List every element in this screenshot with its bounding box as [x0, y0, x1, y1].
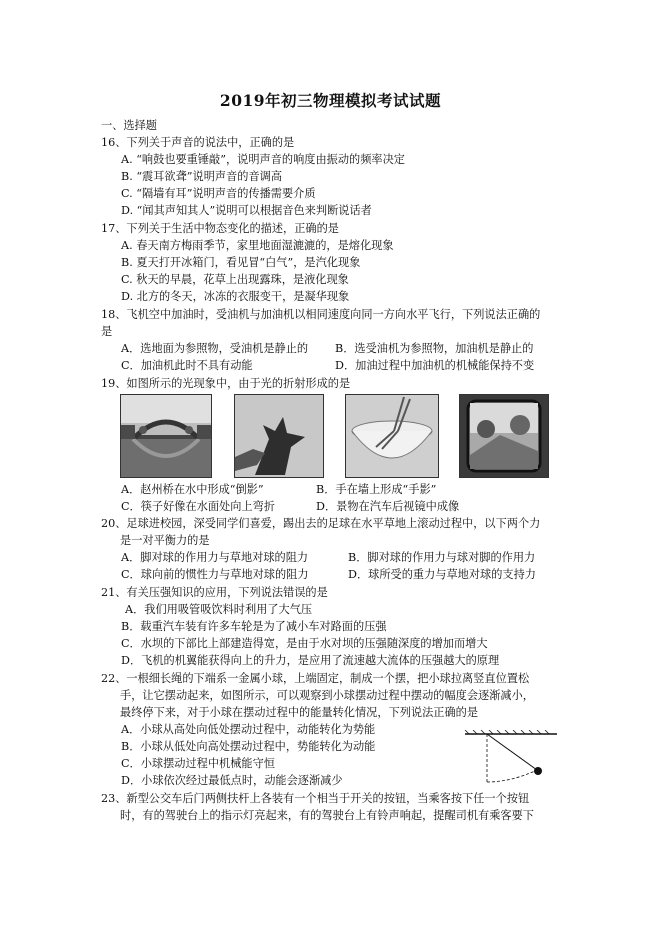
question-17-option-d: D. 北方的冬天，冰冻的衣服变干，是凝华现象: [121, 290, 350, 303]
question-19-stem: 19、如图所示的光现象中，由于光的折射形成的是: [101, 377, 351, 390]
hand-shadow-photo: [234, 394, 324, 478]
section-heading: 一、选择题: [101, 119, 157, 132]
question-18-option-c: C．加油机此时不具有动能: [121, 359, 253, 372]
question-22-option-c: C．小球摆动过程中机械能守恒: [121, 757, 275, 770]
question-17-option-a: A. 春天南方梅雨季节，家里地面湿漉漉的，是熔化现象: [121, 239, 394, 252]
question-21-option-a: A．我们用吸管吸饮料时利用了大气压: [125, 603, 313, 616]
question-18-stem: 18、飞机空中加油时，受油机与加油机以相同速度向同一方向水平飞行，下列说法正确的: [101, 308, 541, 321]
bridge-reflection-photo: [120, 394, 212, 478]
question-20-stem-cont: 是一对平衡力的是: [120, 534, 210, 547]
chopsticks-bowl-photo: [345, 394, 439, 478]
question-20-option-a: A．脚对球的作用力与草地对球的阻力: [121, 551, 309, 564]
question-22-stem-cont-1: 手，让它摆动起来，如图所示，可以观察到小球摆动过程中摆动的幅度会逐渐减小，: [120, 689, 534, 702]
question-20-option-d: D．球所受的重力与草地对球的支持力: [348, 568, 536, 581]
question-17-option-b: B. 夏天打开冰箱门，看见冒“白气”，是汽化现象: [121, 256, 361, 269]
question-19-option-b: B．手在墙上形成“手影”: [316, 483, 437, 496]
question-21-option-b: B．载重汽车装有许多车轮是为了减小车对路面的压强: [121, 620, 387, 633]
question-22-stem-cont-2: 最终停下来，对于小球在摆动过程中的能量转化情况，下列说法正确的是: [120, 706, 479, 719]
question-22-option-d: D．小球依次经过最低点时，动能会逐渐减少: [121, 774, 343, 787]
car-mirror-photo: [459, 394, 549, 478]
question-21-option-d: D．飞机的机翼能获得向上的升力，是应用了流速越大流体的压强越大的原理: [121, 654, 500, 667]
page-title: 2019年初三物理模拟考试试题: [219, 91, 442, 110]
question-18-option-a: A．选地面为参照物，受油机是静止的: [121, 342, 309, 355]
question-18-stem-cont: 是: [101, 325, 113, 338]
question-21-stem: 21、有关压强知识的应用，下列说法错误的是: [101, 586, 328, 599]
question-16-option-c: C. “隔墙有耳”说明声音的传播需要介质: [121, 187, 316, 200]
question-19-option-d: D．景物在汽车后视镜中成像: [316, 500, 460, 513]
question-20-stem: 20、足球进校园，深受同学们喜爱，踢出去的足球在水平草地上滚动过程中，以下两个力: [101, 517, 541, 530]
question-19-option-a: A．赵州桥在水中形成“倒影”: [121, 483, 264, 496]
question-16-option-b: B. “震耳欲聋”说明声音的音调高: [121, 170, 283, 183]
question-16-stem: 16、下列关于声音的说法中，正确的是: [101, 136, 295, 149]
question-20-option-b: B．脚对球的作用力与球对脚的作用力: [348, 551, 536, 564]
question-18-option-d: D．加油过程中加油机的机械能保持不变: [335, 359, 535, 372]
question-17-stem: 17、下列关于生活中物态变化的描述，正确的是: [101, 222, 339, 235]
question-16-option-d: D. “闻其声知其人”说明可以根据音色来判断说话者: [121, 204, 372, 217]
question-23-stem-cont: 时，有的驾驶台上的指示灯亮起来，有的驾驶台上有铃声响起，提醒司机有乘客要下: [120, 809, 534, 822]
pendulum-diagram: [461, 730, 561, 790]
question-20-option-c: C．球向前的惯性力与草地对球的阻力: [121, 568, 309, 581]
question-19-option-c: C．筷子好像在水面处向上弯折: [121, 500, 275, 513]
question-22-option-a: A．小球从高处向低处摆动过程中，动能转化为势能: [121, 723, 376, 736]
question-17-option-c: C. 秋天的早晨，花草上出现露珠，是液化现象: [121, 273, 349, 286]
question-22-stem: 22、一根细长绳的下端系一金属小球，上端固定，制成一个摆，把小球拉离竖直位置松: [101, 672, 530, 685]
question-16-option-a: A. “响鼓也要重锤敲”，说明声音的响度由振动的频率决定: [121, 153, 405, 166]
question-22-option-b: B．小球从低处向高处摆动过程中，势能转化为动能: [121, 740, 376, 753]
question-21-option-c: C．水坝的下部比上部建造得宽，是由于水对坝的压强随深度的增加而增大: [121, 637, 488, 650]
question-23-stem: 23、新型公交车后门两侧扶杆上各装有一个相当于开关的按钮，当乘客按下任一个按钮: [101, 792, 530, 805]
question-18-option-b: B．选受油机为参照物，加油机是静止的: [335, 342, 534, 355]
